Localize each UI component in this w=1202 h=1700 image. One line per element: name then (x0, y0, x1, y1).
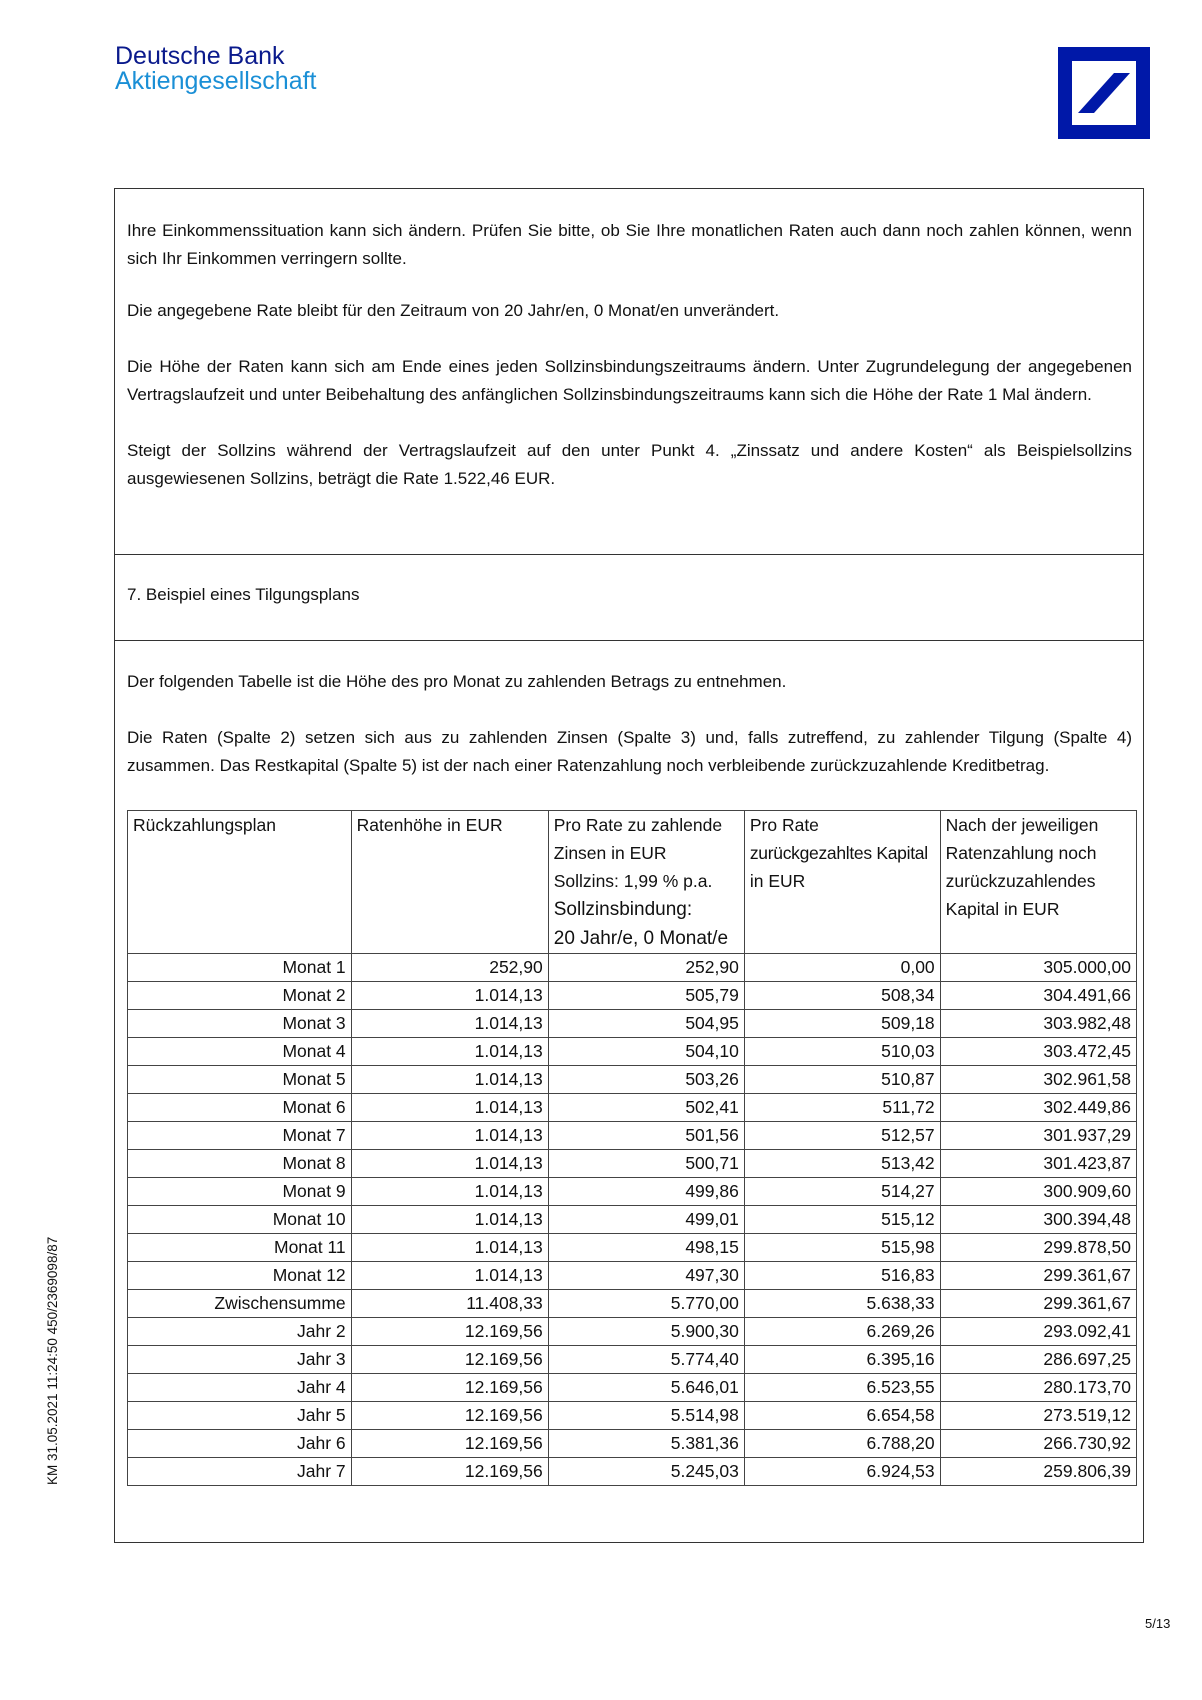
interest-cell: 5.646,01 (548, 1374, 744, 1402)
remaining-cell: 302.961,58 (940, 1066, 1136, 1094)
interest-cell: 502,41 (548, 1094, 744, 1122)
period-cell: Jahr 7 (128, 1458, 352, 1486)
repayment-cell: 510,03 (744, 1038, 940, 1066)
interest-cell: 5.245,03 (548, 1458, 744, 1486)
table-row (128, 982, 1137, 1010)
remaining-cell: 286.697,25 (940, 1346, 1136, 1374)
remaining-cell: 305.000,00 (940, 954, 1136, 982)
period-cell: Monat 2 (128, 982, 352, 1010)
remaining-cell: 299.361,67 (940, 1262, 1136, 1290)
rate-cell: 1.014,13 (351, 1038, 548, 1066)
period-cell: Monat 1 (128, 954, 352, 982)
period-cell: Jahr 4 (128, 1374, 352, 1402)
period-cell: Monat 11 (128, 1234, 352, 1262)
table-row (128, 1038, 1137, 1066)
period-cell: Monat 5 (128, 1066, 352, 1094)
remaining-cell: 280.173,70 (940, 1374, 1136, 1402)
period-cell: Monat 9 (128, 1178, 352, 1206)
rate-cell: 12.169,56 (351, 1374, 548, 1402)
table-row (128, 1430, 1137, 1458)
interest-cell: 503,26 (548, 1066, 744, 1094)
period-cell: Zwischensumme (128, 1290, 352, 1318)
table-row (128, 1066, 1137, 1094)
interest-cell: 497,30 (548, 1262, 744, 1290)
table-row (128, 1234, 1137, 1262)
remaining-cell: 266.730,92 (940, 1430, 1136, 1458)
rate-cell: 11.408,33 (351, 1290, 548, 1318)
period-cell: Jahr 2 (128, 1318, 352, 1346)
table-row (128, 1010, 1137, 1038)
remaining-cell: 303.472,45 (940, 1038, 1136, 1066)
rate-cell: 1.014,13 (351, 1178, 548, 1206)
table-row (128, 1150, 1137, 1178)
income-warning-paragraph: Ihre Einkommenssituation kann sich ändern. Prüfen Sie bitte, ob Sie Ihre monatlichen Raten auch dann noch zahlen können, wenn sich Ihr Einkommen verringern sollte. (127, 221, 1132, 268)
interest-cell: 5.381,36 (548, 1430, 744, 1458)
repayment-cell: 6.395,16 (744, 1346, 940, 1374)
document-stamp: KM 31.05.2021 11:24:50 450/2369098/87 (45, 1236, 60, 1485)
table-row (128, 954, 1137, 982)
rate-fixed-paragraph: Die angegebene Rate bleibt für den Zeitraum von 20 Jahr/en, 0 Monat/en unverändert. (127, 301, 780, 320)
table-header-row (128, 811, 1137, 954)
period-cell: Jahr 3 (128, 1346, 352, 1374)
table-explanation-paragraph: Die Raten (Spalte 2) setzen sich aus zu zahlenden Zinsen (Spalte 3) und, falls zutreffend, zu zahlender Tilgung (Spalte 4) zusammen. Das Restkapital (Spalte 5) ist der nach einer Ratenzahlung noch verbleibende zurückzuzahlende Kreditbetrag. (127, 728, 1132, 775)
interest-cell: 498,15 (548, 1234, 744, 1262)
period-cell: Monat 3 (128, 1010, 352, 1038)
interest-cell: 499,86 (548, 1178, 744, 1206)
page-number: 5/13 (1145, 1616, 1171, 1631)
rate-cell: 1.014,13 (351, 1122, 548, 1150)
remaining-cell: 299.361,67 (940, 1290, 1136, 1318)
repayment-cell: 512,57 (744, 1122, 940, 1150)
repayment-cell: 6.523,55 (744, 1374, 940, 1402)
rate-cell: 1.014,13 (351, 1234, 548, 1262)
period-cell: Monat 7 (128, 1122, 352, 1150)
deutsche-bank-logo-icon (1058, 47, 1150, 139)
rate-cell: 1.014,13 (351, 1066, 548, 1094)
repayment-cell: 6.788,20 (744, 1430, 940, 1458)
period-cell: Monat 8 (128, 1150, 352, 1178)
remaining-cell: 273.519,12 (940, 1402, 1136, 1430)
repayment-cell: 516,83 (744, 1262, 940, 1290)
table-row (128, 1122, 1137, 1150)
interest-cell: 252,90 (548, 954, 744, 982)
interest-cell: 504,10 (548, 1038, 744, 1066)
interest-cell: 5.774,40 (548, 1346, 744, 1374)
rate-cell: 1.014,13 (351, 1094, 548, 1122)
interest-cell: 500,71 (548, 1150, 744, 1178)
table-row (128, 1374, 1137, 1402)
table-intro-paragraph: Der folgenden Tabelle ist die Höhe des pro Monat zu zahlenden Betrags zu entnehmen. (127, 672, 787, 691)
header-remaining-capital: Nach der jeweiligen Ratenzahlung noch zurückzuzahlendes Kapital in EUR (940, 811, 1136, 954)
remaining-cell: 302.449,86 (940, 1094, 1136, 1122)
repayment-cell: 514,27 (744, 1178, 940, 1206)
interest-cell: 504,95 (548, 1010, 744, 1038)
period-cell: Monat 10 (128, 1206, 352, 1234)
rate-cell: 12.169,56 (351, 1402, 548, 1430)
rate-cell: 1.014,13 (351, 1150, 548, 1178)
rate-cell: 12.169,56 (351, 1346, 548, 1374)
repayment-cell: 511,72 (744, 1094, 940, 1122)
section-divider (114, 554, 1144, 555)
remaining-cell: 304.491,66 (940, 982, 1136, 1010)
rate-cell: 12.169,56 (351, 1458, 548, 1486)
remaining-cell: 303.982,48 (940, 1010, 1136, 1038)
table-row (128, 1318, 1137, 1346)
repayment-cell: 510,87 (744, 1066, 940, 1094)
period-cell: Monat 4 (128, 1038, 352, 1066)
remaining-cell: 293.092,41 (940, 1318, 1136, 1346)
interest-cell: 5.514,98 (548, 1402, 744, 1430)
bank-name: Deutsche Bank (115, 42, 285, 70)
repayment-cell: 515,98 (744, 1234, 940, 1262)
header-repayment-plan: Rückzahlungsplan (128, 811, 352, 954)
interest-cell: 5.770,00 (548, 1290, 744, 1318)
table-row (128, 1458, 1137, 1486)
repayment-cell: 6.924,53 (744, 1458, 940, 1486)
table-row (128, 1346, 1137, 1374)
table-row (128, 1402, 1137, 1430)
table-row (128, 1178, 1137, 1206)
table-row (128, 1094, 1137, 1122)
rate-cell: 12.169,56 (351, 1430, 548, 1458)
repayment-cell: 0,00 (744, 954, 940, 982)
remaining-cell: 301.423,87 (940, 1150, 1136, 1178)
rate-cell: 1.014,13 (351, 1206, 548, 1234)
rate-cell: 252,90 (351, 954, 548, 982)
period-cell: Monat 6 (128, 1094, 352, 1122)
rate-cell: 1.014,13 (351, 982, 548, 1010)
interest-cell: 5.900,30 (548, 1318, 744, 1346)
table-row (128, 1262, 1137, 1290)
rate-change-paragraph: Die Höhe der Raten kann sich am Ende eines jeden Sollzinsbindungszeitraums ändern. Unter Zugrundelegung der angegebenen Vertragslaufzeit und unter Beibehaltung des anfänglichen Sollzinsbindungszeitraums kann sich die Höhe der Rate 1 Mal ändern. (127, 357, 1132, 404)
repayment-cell: 6.269,26 (744, 1318, 940, 1346)
interest-cell: 505,79 (548, 982, 744, 1010)
period-cell: Jahr 5 (128, 1402, 352, 1430)
rate-cell: 1.014,13 (351, 1262, 548, 1290)
header-repaid-capital: Pro Rate zurückgezahltes Kapital in EUR (744, 811, 940, 954)
repayment-plan-table (127, 810, 1137, 1486)
remaining-cell: 300.394,48 (940, 1206, 1136, 1234)
repayment-cell: 513,42 (744, 1150, 940, 1178)
remaining-cell: 301.937,29 (940, 1122, 1136, 1150)
remaining-cell: 259.806,39 (940, 1458, 1136, 1486)
period-cell: Monat 12 (128, 1262, 352, 1290)
table-row (128, 1206, 1137, 1234)
bank-wordmark (115, 44, 317, 94)
repayment-cell: 515,12 (744, 1206, 940, 1234)
rate-cell: 12.169,56 (351, 1318, 548, 1346)
remaining-cell: 299.878,50 (940, 1234, 1136, 1262)
remaining-cell: 300.909,60 (940, 1178, 1136, 1206)
section-divider (114, 640, 1144, 641)
example-rate-paragraph: Steigt der Sollzins während der Vertragslaufzeit auf den unter Punkt 4. „Zinssatz und andere Kosten“ als Beispielsollzins ausgewiesenen Sollzins, beträgt die Rate 1.522,46 EUR. (127, 441, 1132, 488)
section-heading: 7. Beispiel eines Tilgungsplans (127, 585, 360, 604)
rate-cell: 1.014,13 (351, 1010, 548, 1038)
repayment-cell: 5.638,33 (744, 1290, 940, 1318)
period-cell: Jahr 6 (128, 1430, 352, 1458)
interest-cell: 501,56 (548, 1122, 744, 1150)
header-interest: Pro Rate zu zahlende Zinsen in EUR Sollzins: 1,99 % p.a. Sollzinsbindung: 20 Jahr/e, 0 Monat/e (548, 811, 744, 954)
repayment-cell: 509,18 (744, 1010, 940, 1038)
table-row (128, 1290, 1137, 1318)
bank-subtitle: Aktiengesellschaft (115, 67, 317, 95)
repayment-cell: 508,34 (744, 982, 940, 1010)
repayment-cell: 6.654,58 (744, 1402, 940, 1430)
header-rate-amount: Ratenhöhe in EUR (351, 811, 548, 954)
interest-cell: 499,01 (548, 1206, 744, 1234)
